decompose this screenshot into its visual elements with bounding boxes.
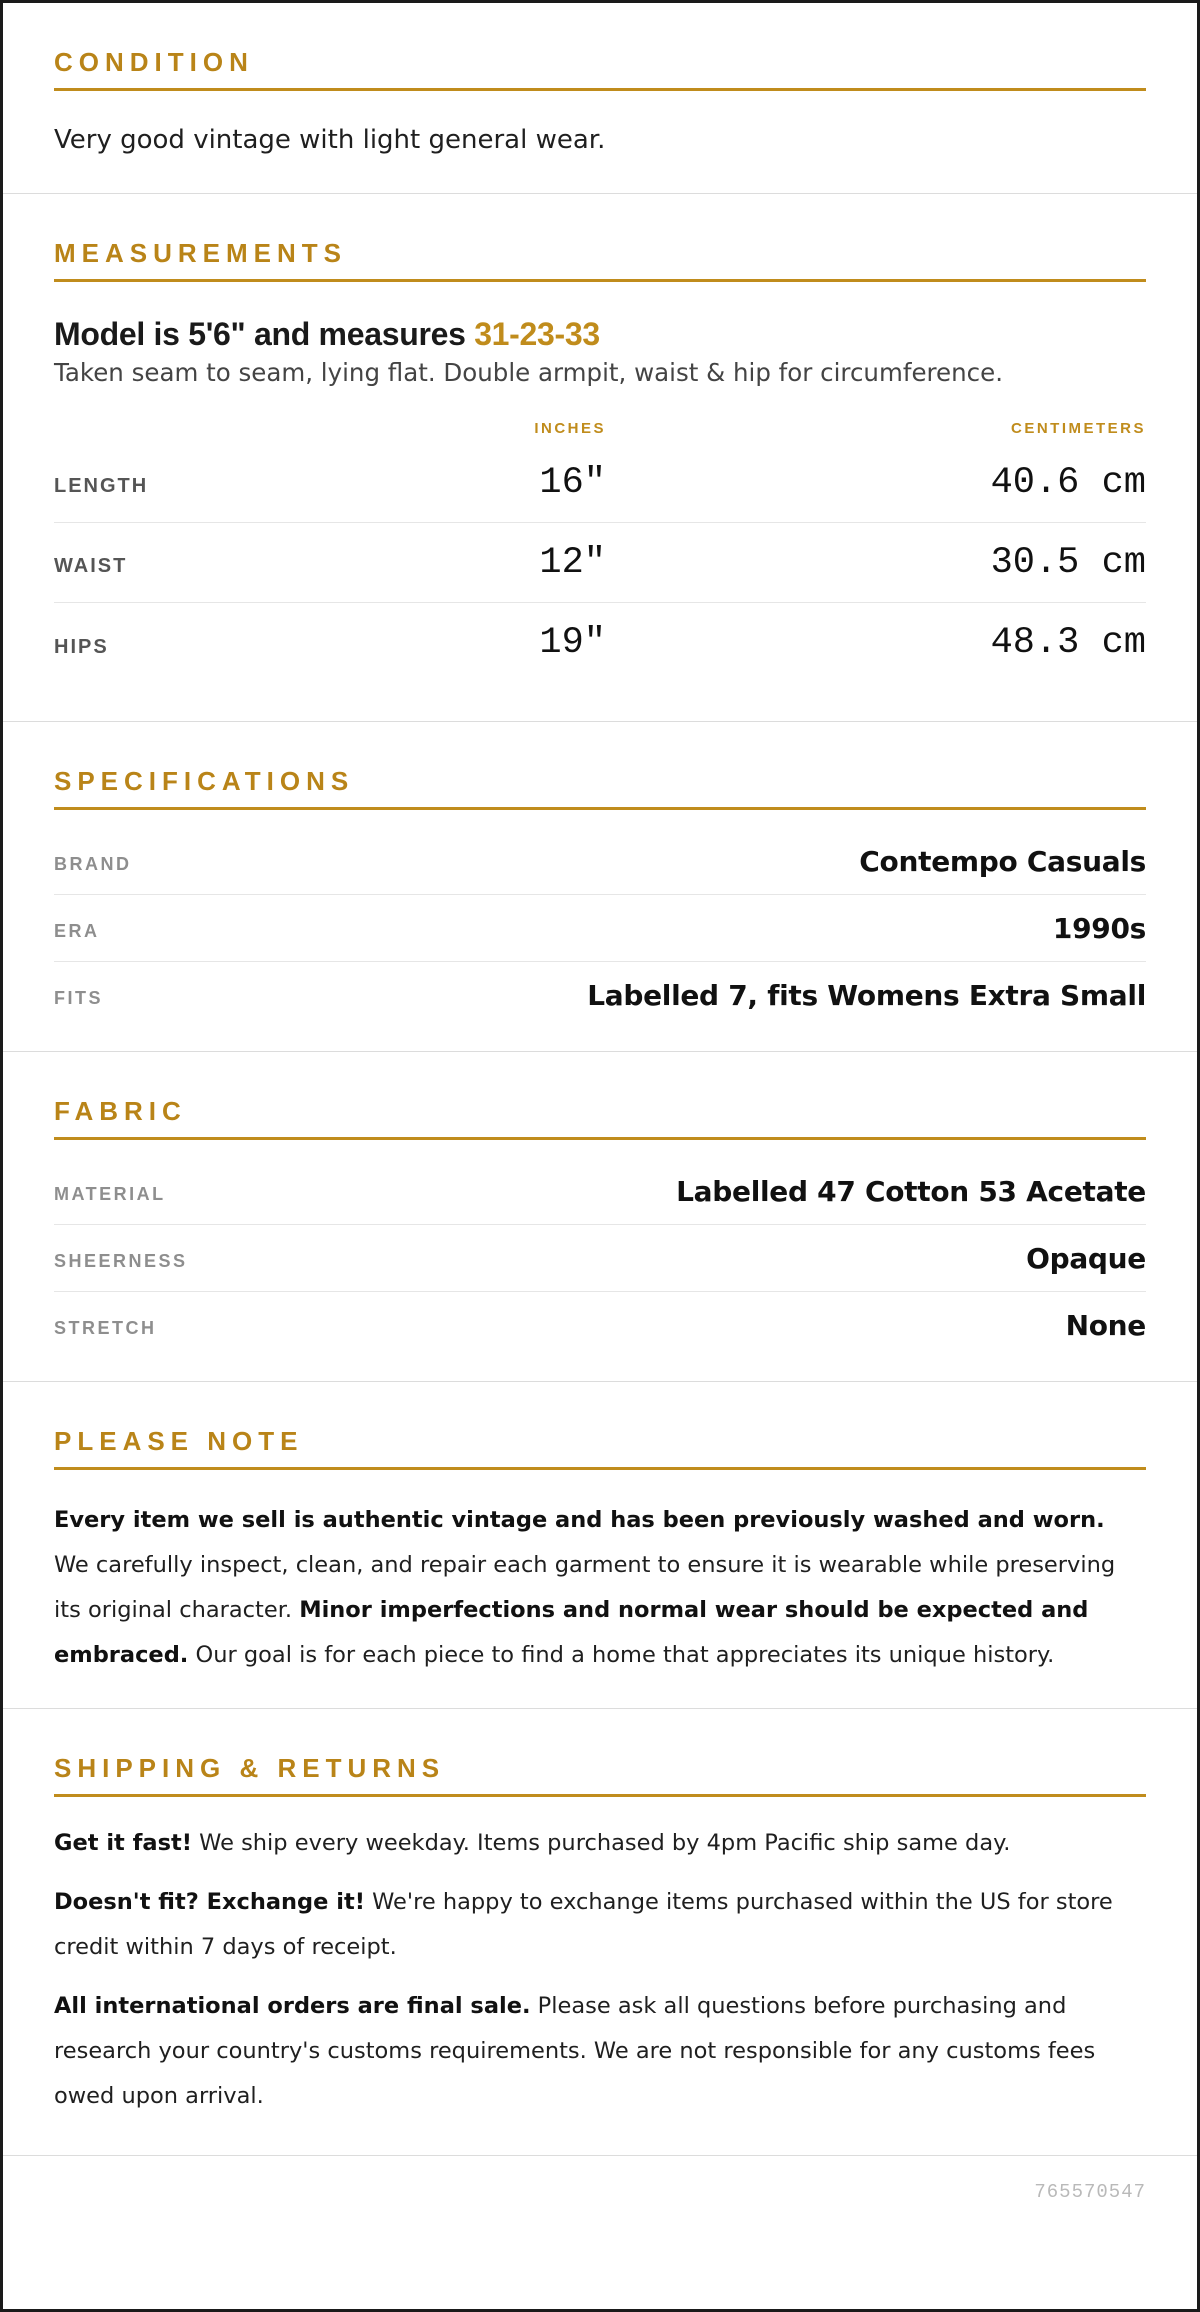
note-bold-1: Every item we sell is authentic vintage and has been previously washed and worn. [54, 1507, 1105, 1533]
centimeters-column-header: CENTIMETERS [1010, 420, 1146, 437]
measurements-header [54, 387, 1146, 443]
measurement-row-length [54, 443, 1146, 523]
measurement-note: Taken seam to seam, lying flat. Double armpit, waist & hip for circumference. [54, 358, 1003, 387]
spec-row-era [54, 895, 1146, 962]
model-prefix: Model is 5'6" and measures [54, 316, 475, 352]
note-text-1: We carefully inspect, clean, and repair each garment to ensure it is wearable while preserving its original character. [54, 1552, 1116, 1623]
spec-value: 1990s [1052, 911, 1146, 945]
condition-text: Very good vintage with light general wear. [54, 125, 606, 155]
sku-number: 765570547 [1034, 2181, 1146, 2203]
spec-row-fits [54, 962, 1146, 1029]
measurement-label: LENGTH [54, 475, 149, 497]
spec-key: MATERIAL [54, 1183, 166, 1204]
spec-key: ERA [54, 920, 100, 941]
fabric-row-material [54, 1158, 1146, 1225]
fabric-row-stretch [54, 1292, 1146, 1359]
measurement-cm: 40.6 cm [990, 461, 1146, 504]
shipping-section [3, 1709, 1197, 2156]
measurements-heading: MEASUREMENTS [54, 194, 1146, 282]
measurement-label: HIPS [54, 635, 109, 658]
fabric-section [3, 1052, 1197, 1382]
measurement-inches: 19" [539, 622, 606, 664]
spec-key: SHEERNESS [54, 1250, 188, 1271]
footer [3, 2156, 1197, 2228]
condition-heading: CONDITION [54, 3, 1146, 91]
please-note-section [3, 1382, 1197, 1709]
spec-key: BRAND [54, 853, 132, 874]
spec-key: FITS [54, 988, 103, 1008]
shipping-bold: All international orders are final sale. [54, 1993, 531, 2019]
shipping-text: Please ask all questions before purchasing and research your country's customs requirements. We are not responsible for any customs fees owed upon arrival. [54, 1993, 1096, 2109]
shipping-bold: Doesn't fit? Exchange it! [54, 1889, 365, 1915]
note-bold-2: Minor imperfections and normal wear should be expected and embraced. [54, 1597, 1089, 1668]
model-stats: 31-23-33 [474, 316, 600, 352]
shipping-heading: SHIPPING & RETURNS [54, 1709, 1146, 1797]
specifications-heading: SPECIFICATIONS [54, 722, 1146, 810]
fabric-heading: FABRIC [54, 1052, 1146, 1140]
measurement-cm: 48.3 cm [990, 622, 1146, 664]
fabric-row-sheerness [54, 1225, 1146, 1292]
shipping-paragraph-exchange [54, 1880, 1146, 1970]
spec-value: None [1065, 1309, 1146, 1342]
spec-value: Contempo Casuals [859, 844, 1146, 878]
spec-key: STRETCH [54, 1318, 157, 1338]
measurement-cm: 30.5 cm [990, 541, 1146, 584]
condition-section [3, 3, 1197, 194]
note-text-2: Our goal is for each piece to find a home that appreciates its unique history. [188, 1642, 1055, 1668]
measurement-inches: 12" [539, 541, 606, 584]
inches-column-header: INCHES [534, 420, 606, 437]
measurement-row-waist [54, 523, 1146, 603]
shipping-paragraph-fast [54, 1821, 1146, 1866]
measurement-row-hips [54, 603, 1146, 683]
specifications-list [54, 810, 1146, 1051]
shipping-text: We ship every weekday. Items purchased by 4pm Pacific ship same day. [192, 1830, 1011, 1856]
model-measurements [54, 282, 1146, 354]
shipping-bold: Get it fast! [54, 1830, 192, 1856]
measurements-table [54, 387, 1146, 721]
shipping-paragraph-international [54, 1984, 1146, 2119]
fabric-list [54, 1140, 1146, 1381]
specifications-section [3, 722, 1197, 1052]
measurements-section [3, 194, 1197, 722]
shipping-body [54, 1797, 1146, 2155]
measurement-inches: 16" [539, 461, 606, 504]
please-note-paragraph [54, 1498, 1146, 1678]
please-note-heading: PLEASE NOTE [54, 1382, 1146, 1470]
spec-value: Labelled 47 Cotton 53 Acetate [676, 1174, 1146, 1208]
spec-row-brand [54, 828, 1146, 895]
spec-value: Opaque [1026, 1241, 1146, 1275]
shipping-text: We're happy to exchange items purchased within the US for store credit within 7 days of receipt. [54, 1889, 1113, 1960]
please-note-body [54, 1470, 1146, 1708]
measurement-label: WAIST [54, 555, 128, 577]
spec-value: Labelled 7, fits Womens Extra Small [587, 979, 1146, 1012]
